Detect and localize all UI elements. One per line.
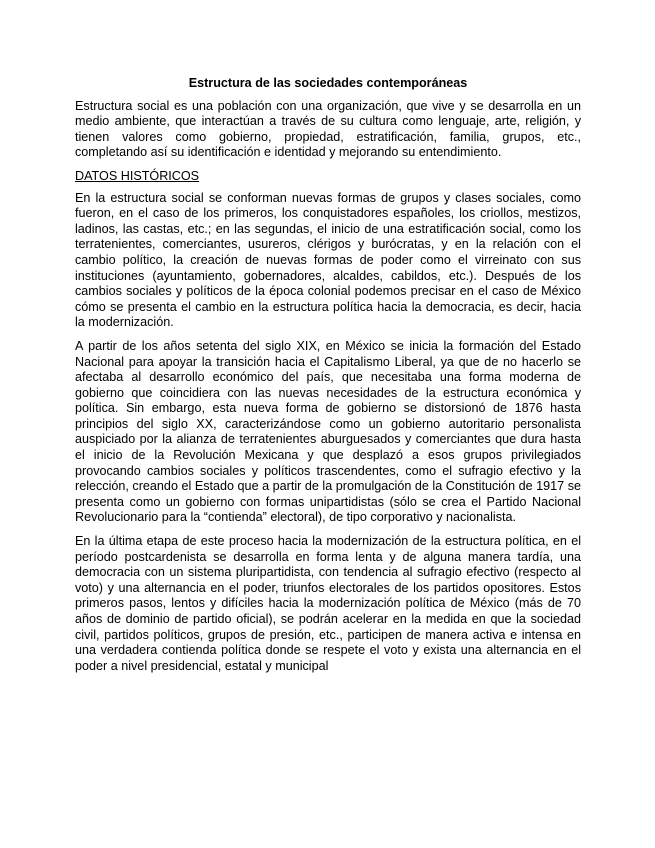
document-page <box>75 70 581 682</box>
document-title: Estructura de las sociedades contemporáneas <box>188 76 468 90</box>
intro-paragraph: Estructura social es una población con una organización, que vive y se desarrolla en un medio ambiente, que interactúan a través de su cultura como lenguaje, arte, religión, y tienen valores como gobierno, propiedad, estratificación, familia, grupos, etc., completando así su identificación e identidad y mejorando su entendimiento. <box>75 98 581 160</box>
section-heading: DATOS HISTÓRICOS <box>75 168 200 183</box>
body-paragraph-1: En la estructura social se conforman nuevas formas de grupos y clases sociales, como fueron, en el caso de los primeros, los conquistadores españoles, los criollos, mestizos, ladinos, las castas, etc.; en las segundas, el inicio de una estratificación social, como los terratenientes, comerciantes, usureros, clérigos y burócratas, y en la relación con el cambio político, la creación de nuevas formas de poder como el virreinato con sus instituciones (ayuntamiento, gobernadores, alcaldes, cabildos, etc.). Después de los cambios sociales y políticos de la época colonial podemos precisar en el caso de México cómo se presenta el cambio en la estructura política hacia la democracia, es decir, hacia la modernización. <box>75 190 581 330</box>
body-paragraph-2: A partir de los años setenta del siglo XIX, en México se inicia la formación del Estado Nacional para apoyar la transición hacia el Capitalismo Liberal, ya que de no hacerlo se afectaba al desarrollo económico del país, que necesitaba una forma moderna de gobierno que coincidiera con las nuevas necesidades de la estructura económica y política. Sin embargo, esta nueva forma de gobierno se distorsionó de 1876 hasta principios del siglo XX, caracterizándose como un gobierno autoritario personalista auspiciado por la alianza de terratenientes aburguesados y comerciantes que dura hasta el inicio de la Revolución Mexicana y que desplazó a esos grupos privilegiados provocando cambios sociales y políticos trascendentes, como el sufragio efectivo y la relección, creando el Estado que a partir de la promulgación de la Constitución de 1917 se presenta como un gobierno con formas unipartidistas (sólo se crea el Partido Nacional Revolucionario para la “contienda” electoral), de tipo corporativo y nacionalista. <box>75 338 581 525</box>
body-paragraph-3: En la última etapa de este proceso hacia la modernización de la estructura política, en el período postcardenista se desarrolla en forma lenta y de alguna manera tardía, una democracia con un sistema pluripartidista, con tendencia al sufragio efectivo (respecto al voto) y una alternancia en el poder, triunfos electorales de los partidos opositores. Estos primeros pasos, lentos y difíciles hacia la modernización política de México (más de 70 años de dominio de partido oficial), se podrán acelerar en la medida en que la sociedad civil, partidos políticos, grupos de presión, etc., participen de manera activa e intensa en una verdadera contienda política donde se respete el voto y exista una alternancia en el poder a nivel presidencial, estatal y municipal <box>75 534 581 673</box>
